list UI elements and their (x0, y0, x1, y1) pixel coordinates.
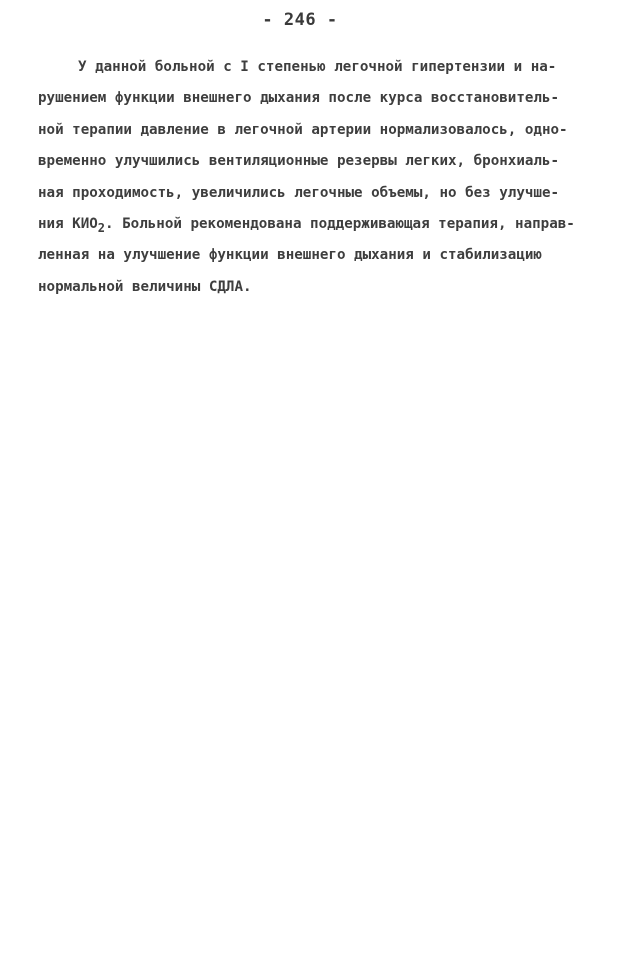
paragraph-line-2: рушением функции внешнего дыхания после курса восстановитель- (38, 90, 560, 107)
line-6-prefix: ния КИО (38, 215, 98, 232)
paragraph-line-6 (38, 209, 594, 240)
paragraph-line-5: ная проходимость, увеличились легочные объемы, но без улучше- (38, 184, 560, 201)
body-paragraph (38, 52, 594, 303)
paragraph-line-3: ной терапии давление в легочной артерии нормализовалось, одно- (38, 121, 568, 138)
paragraph-line-8: нормальной величины СДЛА. (38, 278, 252, 295)
line-6-suffix: . Больной рекомендована поддерживающая терапия, направ- (105, 215, 575, 232)
paragraph-line-4: временно улучшились вентиляционные резервы легких, бронхиаль- (38, 153, 560, 170)
paragraph-line-1: У данной больной с I степенью легочной гипертензии и на- (78, 59, 557, 75)
kio2-subscript: 2 (97, 220, 106, 235)
page-number: - 246 - (262, 10, 338, 30)
paragraph-line-7: ленная на улучшение функции внешнего дыхания и стабилизацию (38, 247, 542, 264)
